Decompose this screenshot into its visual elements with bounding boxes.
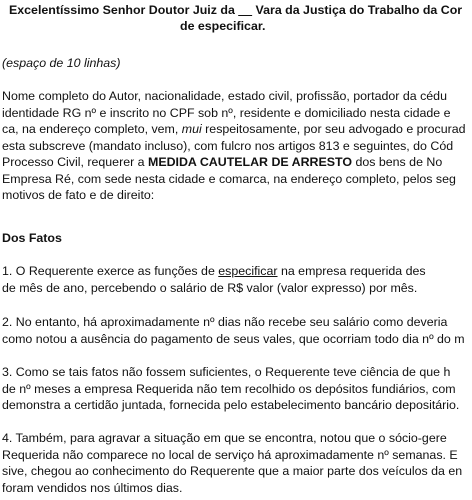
intro-paragraph: Nome completo do Autor, nacionalidade, estado civil, profissão, portador da cédu identidade RG nº e inscrito no CPF sob nº, residente e domiciliado nesta cidade e ca, na endereço completo, vem, mui respeitosamente, por seu advogado e procurad esta subscreve (mandato incluso), com fulcro nos artigos 813 e seguintes, do Cód Processo Civil, requerer a MEDIDA CAUTELAR DE ARRESTO dos bens de No Empresa Ré, com sede nesta cidade e comarca, na endereço completo, pelos seg motivos de fato e de direito: <box>2 89 466 202</box>
header-line-1: Excelentíssimo Senhor Doutor Juiz da __ Vara da Justiça do Trabalho da Cor <box>9 3 463 17</box>
measure-title: MEDIDA CAUTELAR DE ARRESTO <box>148 155 352 169</box>
fact-paragraph-3: 3. Como se tais fatos não fossem suficientes, o Requerente teve ciência de que h de nº meses a empresa Requerida não tem recolhido os depósitos fundiários, com demonstra a certidão juntada, fornecida pelo estabelecimento bancário depositário. <box>2 365 460 412</box>
section-title-facts: Dos Fatos <box>2 231 62 245</box>
fact-paragraph-4: 4. Também, para agravar a situação em que se encontra, notou que o sócio-gere Requerida não comparece no local de serviço há aproximadamente nº semanas. E sive, chegou ao conhecimento do Requerente que a maior parte dos veículos da en foram vendidos nos últimos dias. <box>2 431 463 495</box>
header-line-2: de especificar. <box>180 19 266 33</box>
spacing-note: (espaço de 10 linhas) <box>2 56 121 70</box>
fact-paragraph-1: 1. O Requerente exerce as funções de especificar na empresa requerida des de mês de ano, percebendo o salário de R$ valor (valor expresso) por mês. <box>2 264 426 295</box>
fact-paragraph-2: 2. No entanto, há aproximadamente nº dias não recebe seu salário como deveria como notou a ausência do pagamento de seus vales, que ocorriam todo dia nº do m <box>2 315 465 346</box>
function-placeholder: especificar <box>218 264 278 278</box>
court-number-blank: __ <box>238 3 253 17</box>
